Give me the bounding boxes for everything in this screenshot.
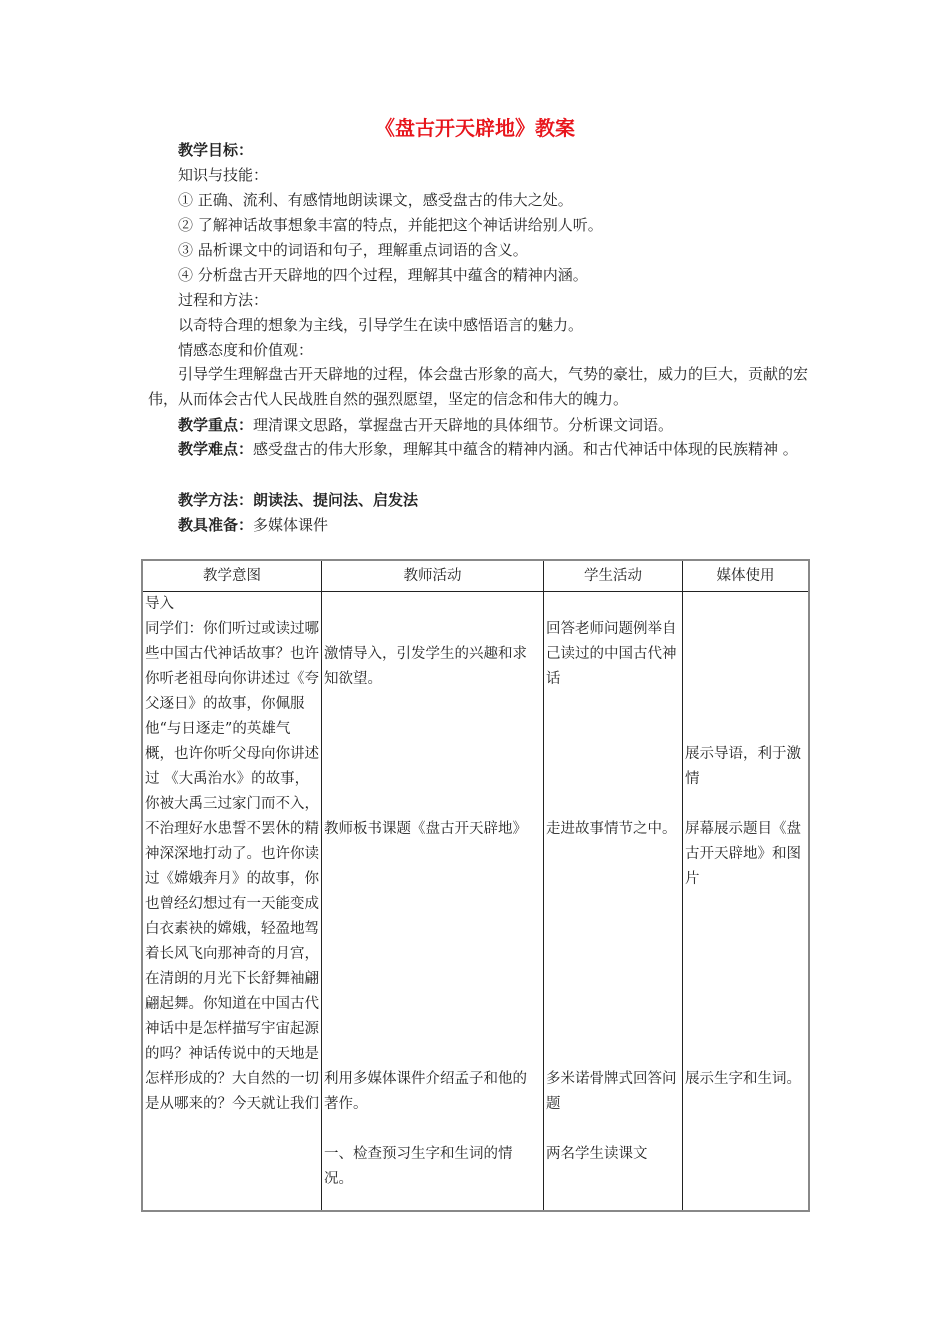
knowledge-item: ② 了解神话故事想象丰富的特点，并能把这个神话讲给别人听。: [178, 216, 603, 234]
student-activity: 多米诺骨牌式回答问题: [546, 1071, 677, 1112]
difficulty-label: 教学难点：: [178, 440, 254, 458]
intent-title: 导入: [145, 596, 174, 612]
header-intent: 教学意图: [142, 560, 322, 592]
lesson-plan-table: [141, 559, 810, 1212]
key-point-label: 教学重点：: [178, 416, 254, 434]
header-teacher: 教师活动: [322, 560, 544, 592]
knowledge-item: ① 正确、流利、有感情地朗读课文，感受盘古的伟大之处。: [178, 191, 573, 209]
objectives-label: 教学目标：: [178, 141, 254, 159]
knowledge-item: ④ 分析盘古开天辟地的四个过程，理解其中蕴含的精神内涵。: [178, 266, 588, 284]
tools-text: 多媒体课件: [253, 516, 329, 534]
student-activity: 两名学生读课文: [546, 1146, 648, 1162]
media-use: 展示导语，利于激情: [685, 746, 801, 787]
key-point: [178, 415, 673, 435]
process-text: 以奇特合理的想象为主线，引导学生在读中感悟语言的魅力。: [178, 316, 584, 334]
table-header-row: [142, 560, 809, 592]
key-point-text: 理清课文思路，掌握盘古开天辟地的具体细节。分析课文词语。: [253, 416, 674, 434]
header-student: 学生活动: [544, 560, 683, 592]
teacher-activity: 一、检查预习生字和生词的情况。: [324, 1146, 513, 1187]
teacher-activity: 利用多媒体课件介绍孟子和他的著作。: [324, 1071, 527, 1112]
emotion-text: 引导学生理解盘古开天辟地的过程，体会盘古形象的高大，气势的豪壮，威力的巨大，贡献的宏伟，从而体会古代人民战胜自然的强烈愿望，坚定的信念和伟大的魄力。: [148, 365, 809, 408]
teacher-activity: 教师板书课题《盘古开天辟地》: [324, 821, 527, 837]
knowledge-item: ③ 品析课文中的词语和句子，理解重点词语的含义。: [178, 241, 528, 259]
intent-text: 同学们：你们听过或读过哪些中国古代神话故事？也许你听老祖母向你讲述过《夸父逐日》的故事，你佩服他“与日逐走”的英雄气概，也许你听父母向你讲述过 《大禹治水》的故事，你被大禹三过家门而不入，不治理好水患誓不罢休的精神深深地打动了。也许你读过《嫦娥奔月》的故事，你也曾经幻想过有一天能变成白衣素袂的嫦娥，轻盈地驾着长风飞向那神奇的月宫，在清朗的月光下长舒舞袖翩翩起舞。你知道在中国古代神话中是怎样描写宇宙起源的吗？神话传说中的天地是怎样形成的？大自然的一切是从哪来的？今天就让我们: [145, 621, 319, 1112]
header-media: 媒体使用: [683, 560, 810, 592]
student-activity: 走进故事情节之中。: [546, 821, 677, 837]
knowledge-label: 知识与技能：: [178, 166, 269, 184]
emotion-label: 情感态度和价值观：: [178, 341, 314, 359]
difficulty: [148, 437, 808, 462]
student-activity: 回答老师问题例举自己读过的中国古代神话: [546, 621, 677, 687]
process-label: 过程和方法：: [178, 291, 269, 309]
student-cell: [544, 592, 683, 1212]
teacher-cell: [322, 592, 544, 1212]
intent-cell: [142, 592, 322, 1212]
teacher-activity: 激情导入，引发学生的兴趣和求知欲望。: [324, 646, 527, 687]
method-text: 教学方法：朗读法、提问法、启发法: [178, 491, 419, 509]
tools-label: 教具准备：: [178, 516, 254, 534]
table-row: [142, 592, 809, 1212]
document-title: 《盘古开天辟地》教案: [375, 116, 575, 140]
media-cell: [683, 592, 810, 1212]
media-use: 展示生字和生词。: [685, 1071, 801, 1087]
media-use: 屏幕展示题目《盘古开天辟地》和图片: [685, 821, 801, 887]
difficulty-text: 感受盘古的伟大形象，理解其中蕴含的精神内涵。和古代神话中体现的民族精神 。: [253, 440, 798, 458]
tools: [178, 515, 328, 535]
